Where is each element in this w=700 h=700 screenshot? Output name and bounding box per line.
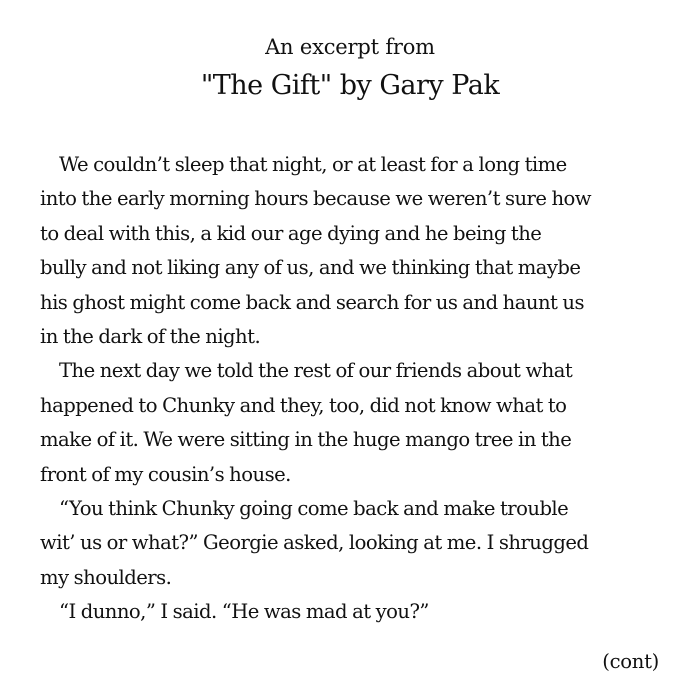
excerpt-line: “I dunno,” I said. “He was mad at you?” (59, 600, 429, 624)
excerpt-line: front of my cousin’s house. (40, 462, 291, 486)
excerpt-line: The next day we told the rest of our friends about what (59, 359, 573, 383)
excerpt-line: make of it. We were sitting in the huge mango tree in the (40, 428, 572, 452)
excerpt-line: wit’ us or what?” Georgie asked, looking at me. I shrugged (40, 531, 589, 555)
intro-text: An excerpt from (265, 35, 435, 59)
excerpt-body (40, 148, 680, 629)
continued-marker: (cont) (602, 650, 659, 673)
excerpt-line: my shoulders. (40, 565, 172, 589)
excerpt-line: “You think Chunky going come back and make trouble (59, 496, 569, 520)
excerpt-line: to deal with this, a kid our age dying and he being the (40, 221, 542, 245)
excerpt-line: We couldn’t sleep that night, or at least for a long time (59, 153, 567, 176)
page-title: "The Gift" by Gary Pak (200, 70, 500, 101)
excerpt-line: his ghost might come back and search for us and haunt us (40, 290, 584, 314)
excerpt-line: bully and not liking any of us, and we thinking that maybe (40, 256, 581, 280)
excerpt-line: happened to Chunky and they, too, did not know what to (40, 393, 567, 417)
excerpt-line: into the early morning hours because we weren’t sure how (40, 187, 592, 211)
excerpt-line: in the dark of the night. (40, 324, 261, 348)
